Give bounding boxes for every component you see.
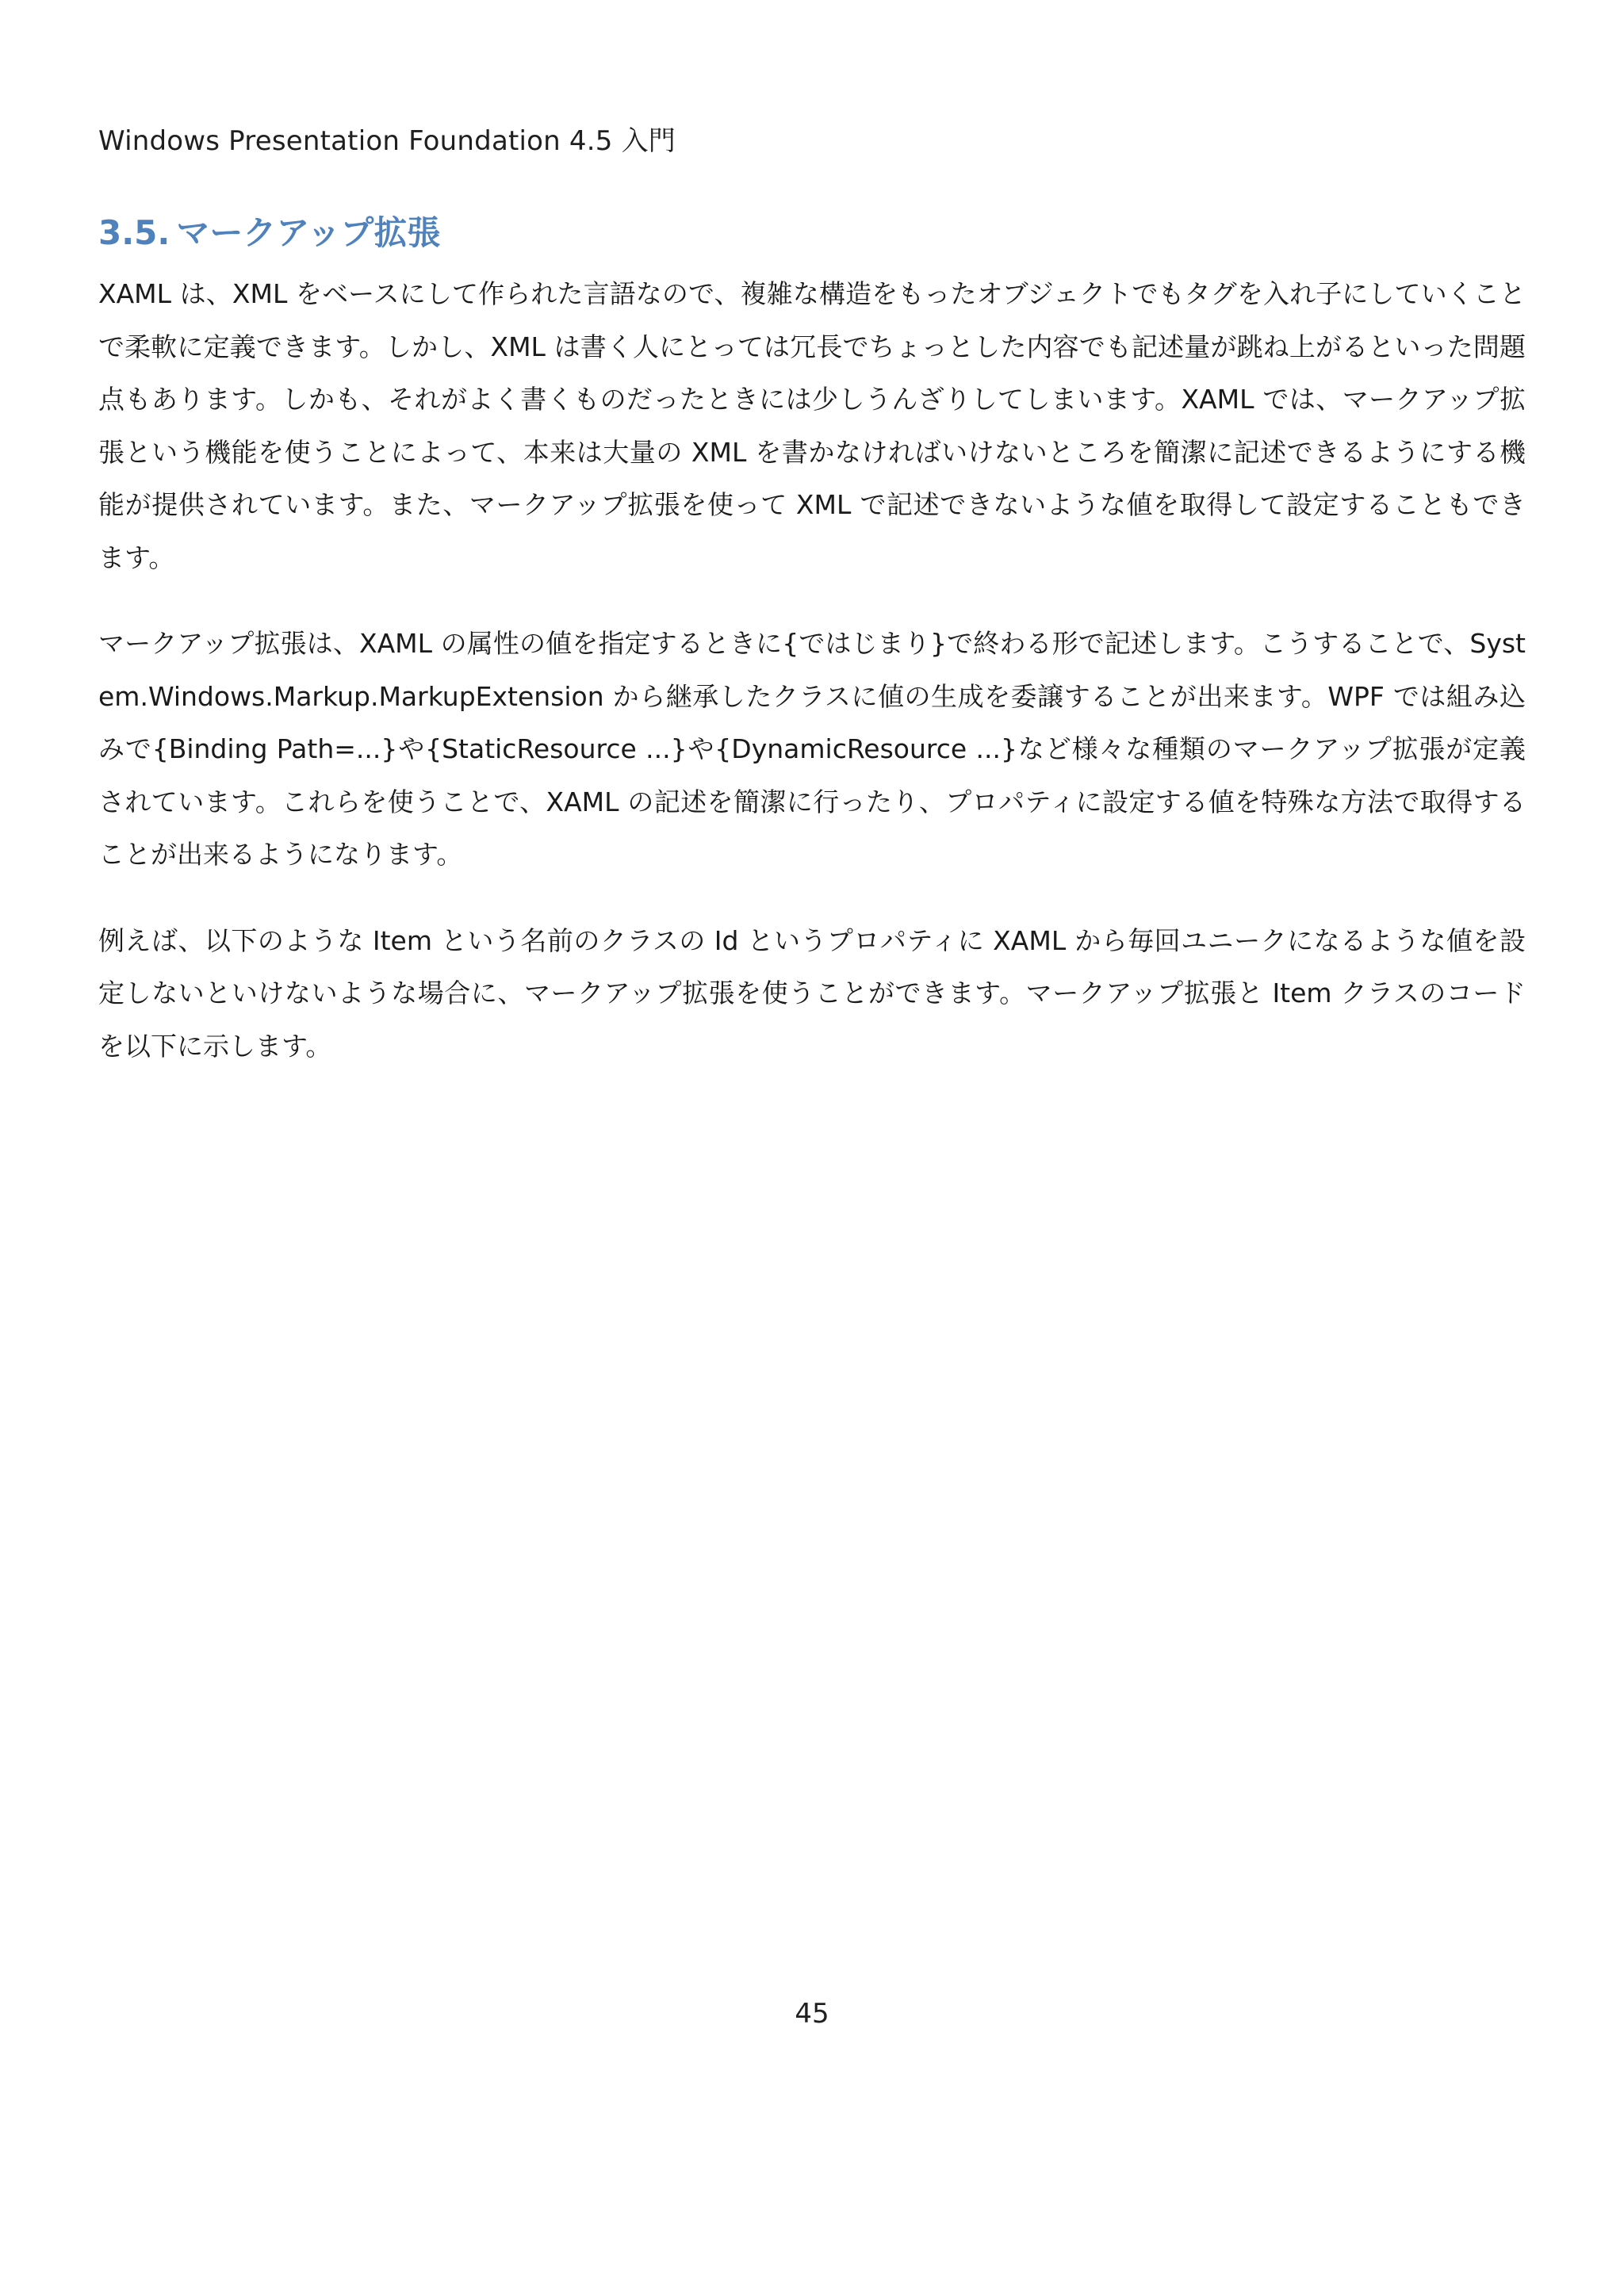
section-heading [98,209,440,257]
page-number: 45 [795,1998,829,2030]
section-title: マークアップ拡張 [176,213,441,252]
paragraph-3: 例えば、以下のような Item という名前のクラスの Id というプロパティに XAML から毎回ユニークになるような値を設定しないといけないような場合に、マークアップ拡張を使うことができます。マークアップ拡張と Item クラスのコードを以下に示します。 [98,924,1526,1062]
section-number: 3.5. [98,213,170,252]
running-header: Windows Presentation Foundation 4.5 入門 [98,125,676,157]
paragraph-1: XAML は、XML をベースにして作られた言語なので、複雑な構造をもったオブジェクトでもタグを入れ子にしていくことで柔軟に定義できます。しかし、XML は書く人にとっては冗長でちょっとした内容でも記述量が跳ね上がるといった問題点もあります。しかも、それがよく書くものだったときには少しうんざりしてしまいます。XAML では、マークアップ拡張という機能を使うことによって、本来は大量の XML を書かなければいけないところを簡潔に記述できるようにする機能が提供されています。また、マークアップ拡張を使って XML で記述できないような値を取得して設定することもできます。 [98,278,1526,573]
paragraph-2: マークアップ拡張は、XAML の属性の値を指定するときに{ではじまり}で終わる形で記述します。こうすることで、System.Windows.Markup.MarkupExtension から継承したクラスに値の生成を委譲することが出来ます。WPF では組み込みで{Binding Path=...}や{StaticResource ...}や{DynamicResource ...}など様々な種類のマークアップ拡張が定義されています。これらを使うことで、XAML の記述を簡潔に行ったり、プロパティに設定する値を特殊な方法で取得することが出来るようになります。 [98,628,1526,870]
body-text [98,268,1526,1106]
